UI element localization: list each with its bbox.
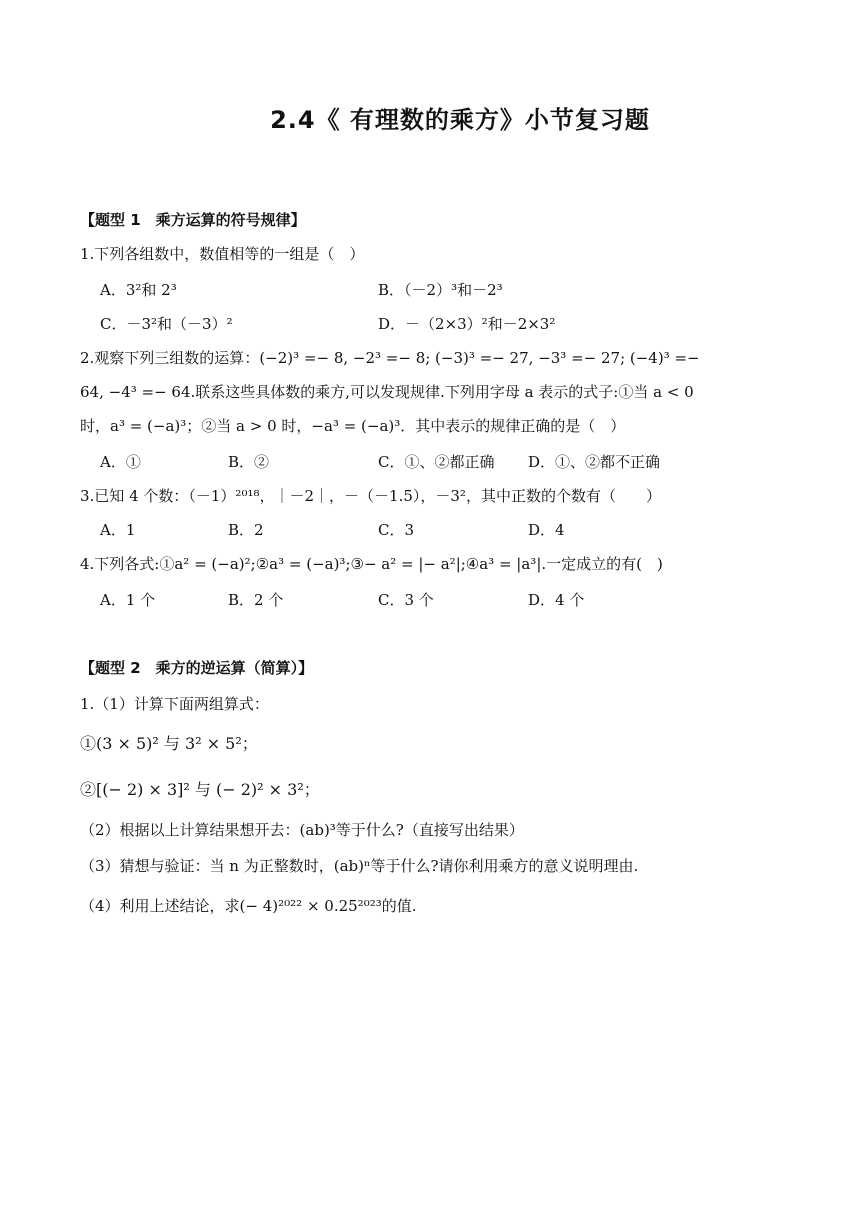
section-2-heading: 【题型 2 乘方的逆运算（简算）】 xyxy=(80,659,314,677)
q4-option-c: C．3 个 xyxy=(378,591,434,609)
q2-option-b: B．② xyxy=(228,453,270,471)
s2-part-2: （2）根据以上计算结果想开去：(ab)³等于什么?（直接写出结果） xyxy=(80,821,524,839)
s2-part-3: （3）猜想与验证：当 n 为正整数时，(ab)ⁿ等于什么?请你利用乘方的意义说明理由. xyxy=(80,857,639,875)
q1-stem: 1.下列各组数中，数值相等的一组是（ ） xyxy=(80,245,365,263)
s2-part-4: （4）利用上述结论，求(− 4)²⁰²² × 0.25²⁰²³的值. xyxy=(80,897,417,915)
q1-option-b: B．（－2）³和－2³ xyxy=(378,281,503,299)
q3-option-a: A．1 xyxy=(100,521,136,539)
q4-stem: 4.下列各式:①a² = (−a)²;②a³ = (−a)³;③− a² = |− a²|;④a³ = |a³|.一定成立的有( ) xyxy=(80,555,663,573)
section-1-heading: 【题型 1 乘方运算的符号规律】 xyxy=(80,211,306,229)
q4-option-b: B．2 个 xyxy=(228,591,284,609)
q2-line-1: 2.观察下列三组数的运算：(−2)³ =− 8, −2³ =− 8; (−3)³ =− 27, −3³ =− 27; (−4)³ =− xyxy=(80,349,700,367)
s2-q1-stem: 1.（1）计算下面两组算式： xyxy=(80,695,269,713)
q3-option-b: B．2 xyxy=(228,521,264,539)
q1-option-a: A．3²和 2³ xyxy=(100,281,177,299)
q3-option-c: C．3 xyxy=(378,521,415,539)
q3-stem: 3.已知 4 个数：（－1）²⁰¹⁸，｜－2｜，－（－1.5），－3²，其中正数的个数有（ ） xyxy=(80,487,661,505)
q1-option-c: C．－3²和（－3）² xyxy=(100,315,233,333)
page-title: 2.4《 有理数的乘方》小节复习题 xyxy=(270,106,650,134)
q2-option-c: C．①、②都正确 xyxy=(378,453,495,471)
q3-option-d: D．4 xyxy=(528,521,565,539)
q4-option-a: A．1 个 xyxy=(100,591,156,609)
q2-option-d: D．①、②都不正确 xyxy=(528,453,661,471)
q4-option-d: D．4 个 xyxy=(528,591,585,609)
q2-option-a: A．① xyxy=(100,453,141,471)
s2-expression-1: ①(3 × 5)² 与 3² × 5²； xyxy=(80,734,258,753)
q1-option-d: D．－（2×3）²和－2×3² xyxy=(378,315,556,333)
s2-expression-2: ②[(− 2) × 3]² 与 (− 2)² × 3²； xyxy=(80,780,320,799)
q2-line-3: 时，a³ = (−a)³；②当 a > 0 时，−a³ = (−a)³．其中表示的规律正确的是（ ） xyxy=(80,417,626,435)
q2-line-2: 64, −4³ =− 64.联系这些具体数的乘方,可以发现规律.下列用字母 a 表示的式子:①当 a < 0 xyxy=(80,383,694,401)
